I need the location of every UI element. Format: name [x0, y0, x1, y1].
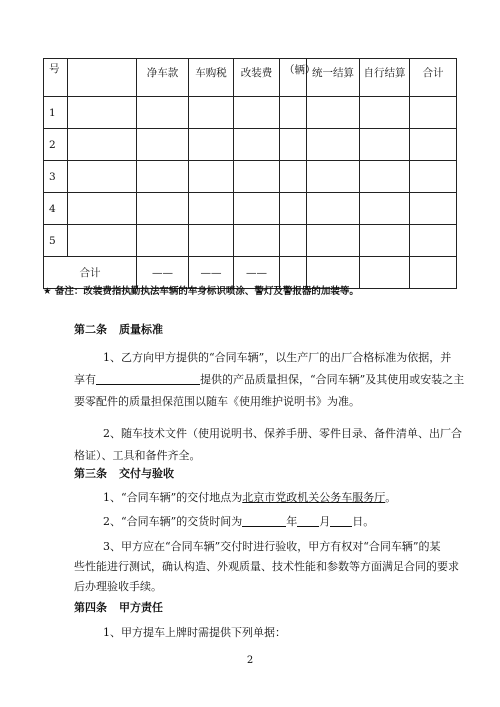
row-number: 1	[44, 97, 68, 129]
total-value: ——	[189, 257, 234, 289]
table-footnote: ★ 备注：改装费指执勤执法车辆的车身标识喷涂、警灯及警报器的加装等。	[43, 286, 359, 297]
header-cell-modification-fee: 改装费	[234, 59, 280, 97]
row-number: 4	[44, 193, 68, 225]
article-3-heading	[74, 464, 174, 484]
table-row	[44, 129, 457, 161]
article-3-p3-line2: 些性能进行测试，确认构造、外观质量、技术性能和参数等方面满足合同的要求	[74, 560, 459, 573]
blank-month	[297, 515, 319, 527]
table-row	[44, 225, 457, 257]
article-3-p2: 2、“合同车辆”的交货时间为 年 月 日。	[103, 515, 375, 528]
article-3-p1: 1、“合同车辆”的交付地点为北京市党政机关公务车服务厅。	[103, 491, 397, 504]
header-cell-purchase-tax: 车购税	[189, 59, 234, 97]
article-4-title: 甲方责任	[119, 601, 163, 614]
article-2-p2-line2: 格证）、工具和备件齐全。	[74, 449, 201, 462]
article-2-p1-line2: 享有 提供的产品质量担保，“合同车辆”及其使用或安装之主	[74, 373, 465, 386]
article-2-heading	[74, 320, 163, 340]
delivery-place: 北京市党政机关公务车服务厅	[242, 491, 386, 504]
fee-table	[43, 58, 457, 289]
table-row	[44, 193, 457, 225]
table-row	[44, 161, 457, 193]
article-4-p1: 1、甲方提车上牌时需提供下列单据：	[103, 626, 286, 639]
header-cell-net-price: 净车款	[137, 59, 189, 97]
header-cell-no: 号	[44, 59, 68, 97]
row-number: 3	[44, 161, 68, 193]
article-3-title: 交付与验收	[119, 467, 174, 480]
header-cell-self-settlement: 自行结算	[360, 59, 410, 97]
article-3-p3-line3: 后办理验收手续。	[74, 580, 162, 593]
row-number: 5	[44, 225, 68, 257]
total-value: ——	[234, 257, 280, 289]
article-3-number: 第三条	[74, 467, 107, 480]
row-number: 2	[44, 129, 68, 161]
page-number: 2	[246, 655, 254, 666]
article-2-p2-line1: 2、随车技术文件（使用说明书、保养手册、零件目录、备件清单、出厂合	[103, 427, 462, 440]
article-3-p3-line1: 3、甲方应在“合同车辆”交付时进行验收，甲方有权对“合同车辆”的某	[103, 540, 441, 553]
article-2-title: 质量标准	[119, 323, 163, 336]
table-header-row	[44, 59, 457, 97]
header-cell-unified-settlement: 统一结算	[307, 59, 360, 97]
article-4-heading	[74, 598, 163, 618]
total-label: 合计	[44, 257, 137, 289]
header-cell-total: 合计	[410, 59, 457, 97]
article-2-p1-line1: 1、乙方向甲方提供的“合同车辆”，以生产厂的出厂合格标准为依据，并	[103, 351, 452, 364]
total-value: ——	[137, 257, 189, 289]
article-4-number: 第四条	[74, 601, 107, 614]
header-cell-model	[68, 59, 137, 97]
header-cell-vehicle-count: （辆）	[280, 59, 307, 97]
blank-day	[330, 515, 352, 527]
table-row	[44, 97, 457, 129]
article-2-number: 第二条	[74, 323, 107, 336]
blank-line	[96, 373, 200, 385]
article-2-p1-line3: 要零配件的质量担保范围以随车《使用维护说明书》为准。	[74, 395, 360, 408]
blank-year	[242, 515, 286, 527]
